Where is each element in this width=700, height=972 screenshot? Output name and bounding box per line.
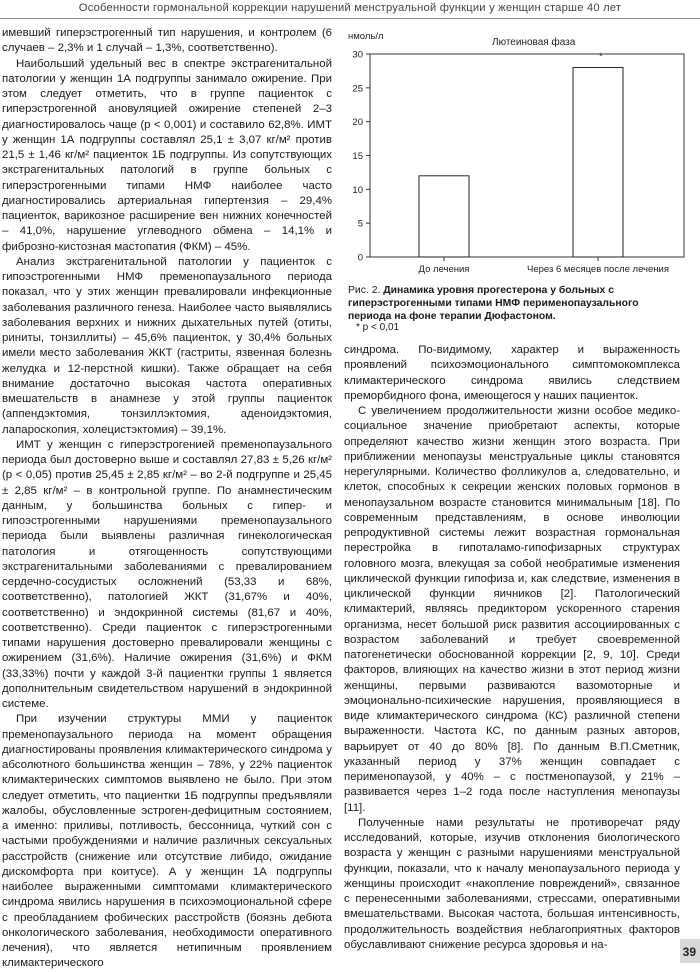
header-divider bbox=[0, 18, 700, 19]
paragraph: имевший гиперэстрогенный тип нарушения, и контролем (6 случаев – 2,3% и 1 случай – 1,3%, соответственно). bbox=[2, 27, 332, 55]
x-tick-label: До лечения bbox=[418, 264, 470, 275]
y-tick-label: 15 bbox=[352, 151, 363, 162]
paragraph: С увеличением продолжительности жизни особое медико-социальное значение приобретают аспекты, которые определяют качество жизни женщин этого возраста. При приближении менопаузы менструальные циклы становятся нерегулярными. Количество фолликулов а, следовательно, и клеток, способных к секреции женских половых гормонов в менопаузальном возрасте становится минимальным [18]. По современным представлениям, в основе инволюции репродуктивной системы лежит возрастная гормональная перестройка в гипоталамо-гипофизарных структурах головного мозга, влекущая за собой необратимые изменения циклической функции гипофиза и, как следствие, изменения в циклической функции яичников [2]. Патологический климактерий, являясь предиктором ускоренного старения организма, несет большой риск развития ассоциированных с возрастом заболеваний и требует своевременной патогенетически обоснованной коррекции [2, 9, 10]. Среди факторов, влияющих на качество жизни в этот период жизни женщины, первыми развиваются вазомоторные и эмоционально-психические нарушения, проявляющиеся в виде климактерического синдрома (КС) различной степени выраженности. Частота КС, по данным разных авторов, варьирует от 40 до 80% [8]. По данным В.П.Сметник, указанный период у 37% женщин совпадает с перименопаузой, у 40% – с постменопаузой, у 21% – развивается через 1–2 года после наступления менопаузы [11]. bbox=[344, 405, 680, 814]
chart-title: Лютеиновая фаза bbox=[492, 37, 576, 48]
paragraph: Полученные нами результаты не противоречат ряду исследований, которые, изучив отклонения биологического возраста у женщин с разными нарушениями менструальной функции, показали, что к началу менопаузального периода у женщины происходит «накопление повреждений», связанное с перенесенными заболеваниями, стрессами, оперативными вмешательствами. Высокая частота, большая интенсивность, продолжительность воздействия неблагоприятных факторов обуславливают снижение ресурса здоровья и на- bbox=[344, 816, 680, 951]
paragraph: синдрома. По-видимому, характер и выраженность проявлений психоэмоционального симптомокомплекса климактерического синдрома явились следствием преморбидного фона, имеющегося у наших пациенток. bbox=[344, 344, 680, 402]
plot-frame bbox=[370, 51, 684, 257]
bar bbox=[419, 176, 469, 257]
y-tick-label: 10 bbox=[352, 184, 363, 196]
paragraph: Анализ экстрагенитальной патологии у пациенток с гипоэстрогенными НМФ пременопаузального периода показал, что у этих женщин превалировали инфекционные заболевания различного генеза. Наиболее часто выявлялись заболевания верхних и нижних дыхательных путей (отиты, риниты, тонзиллиты) – 45,6% пациенток, у 30,4% больных имели место заболевания ЖКТ (гастриты, язвенная болезнь желудка и 12-перстной кишки). Также обращает на себя внимание достаточно высокая частота оперативных вмешательств в анамнезе у этой группы пациенток (аппендэктомия, тонзиллэктомия, аденоидэктомия, лапароскопия, холецистэктомия) – 39,1%. bbox=[2, 255, 332, 436]
figure-progesterone bbox=[344, 28, 690, 334]
y-tick-label: 20 bbox=[352, 117, 363, 129]
caption-prefix: Рис. 2. bbox=[348, 285, 384, 296]
figure-caption bbox=[348, 284, 684, 323]
paragraph: ИМТ у женщин с гиперэстрогенией пременопаузального периода был достоверно выше и составлял 27,83 ± 5,26 кг/м² (p < 0,05) против 25,45 ± 2,85 кг/м² – во 2-й подгруппе и 25,45 ± 2,85 кг/м² – в контрольной группе. По анамнестическим данным, у большинства больных с гипер- и гипоэстрогенными нарушениями пременопаузального периода были выявлены различная гинекологическая патология и отягощенность сопутствующими экстрагенитальными заболеваниями с превалированием сердечно-сосудистых осложнений (53,33 и 68%, соответственно), патологией ЖКТ (31,67% и 40%, соответственно) и эндокринной системы (81,67 и 40%, соответственно). Среди пациенток с гиперэстрогенными типами нарушения достоверно превалировали женщины с ожирением (31,6%). Наличие ожирения (31,6%) и ФКМ (33,33%) почти у каждой 3-й пациентки группы 1 является дополнительным свидетельством нарушений в эндокринной системе. bbox=[2, 438, 332, 710]
page-number: 39 bbox=[682, 945, 696, 959]
y-tick-label: 5 bbox=[357, 218, 363, 230]
significance-marker: * bbox=[599, 51, 603, 63]
y-tick-label: 0 bbox=[357, 252, 363, 264]
figure-footnote: * p < 0,01 bbox=[356, 322, 400, 333]
left-column bbox=[2, 26, 332, 972]
paragraph: Наибольший удельный вес в спектре экстрагенитальной патологии у женщин 1А подгруппы занимало ожирение. При этом следует отметить, что в группе пациенток с гиперэстрогенной ановуляцией ожирение степеней 2–3 диагностировалось чаще (p < 0,001) и составило 62,8%. ИМТ у женщин 1А подгруппы составлял 25,1 ± 3,07 кг/м² против 21,5 ± 1,46 кг/м² пациенток 1Б подгруппы. Из сопутствующих экстрагенитальных патологий в группе больных с гиперэстрогенными типами НМФ наиболее часто диагностировались артериальная гипертензия – 29,4% пациенток, варикозное расширение вен нижних конечностей – 41,0%, нарушение углеводного обмена – 14,1% и фиброзно-кистозная мастопатия (ФКМ) – 45%. bbox=[2, 57, 332, 253]
paragraph: При изучении структуры ММИ у пациенток пременопаузального периода на момент обращения диагностированы проявления климактерического синдрома у абсолютного большинства женщин – 78%, у 22% пациенток климактерических симптомов выявлено не было. При этом следует отметить, что пациентки 1Б подгруппы предъявляли жалобы, обусловленные эстроген-дефицитным состоянием, а именно: приливы, потливость, бессонница, чуткий сон с частыми пробуждениями и наличие различных сексуальных расстройств (снижение или отсутствие либидо, ожидание дискомфорта при коитусе). А у женщин 1А подгруппы наиболее выраженными симптомами климактерического синдрома явились нарушения в психоэмоциональной сфере с преобладанием фобических расстройств (боязнь дебюта онкологического заболевания, необходимости оперативного лечения), что является нетипичным проявлением климактерического bbox=[2, 713, 332, 970]
running-header: Особенности гормональной коррекции нарушений менструальной функции у женщин старше 40 лет bbox=[78, 2, 622, 14]
bar bbox=[573, 68, 623, 257]
y-axis-label: нмоль/л bbox=[348, 31, 384, 42]
y-tick-label: 25 bbox=[352, 83, 363, 95]
caption-text: Динамика уровня прогестерона у больных с гиперэстрогенными типами НМФ перименопаузального периода на фоне терапии Дюфастоном. bbox=[348, 285, 639, 322]
right-column bbox=[344, 343, 680, 953]
x-tick-label: Через 6 месяцев после лечения bbox=[527, 264, 669, 275]
bar-chart bbox=[344, 28, 690, 278]
y-tick-label: 30 bbox=[352, 49, 363, 61]
